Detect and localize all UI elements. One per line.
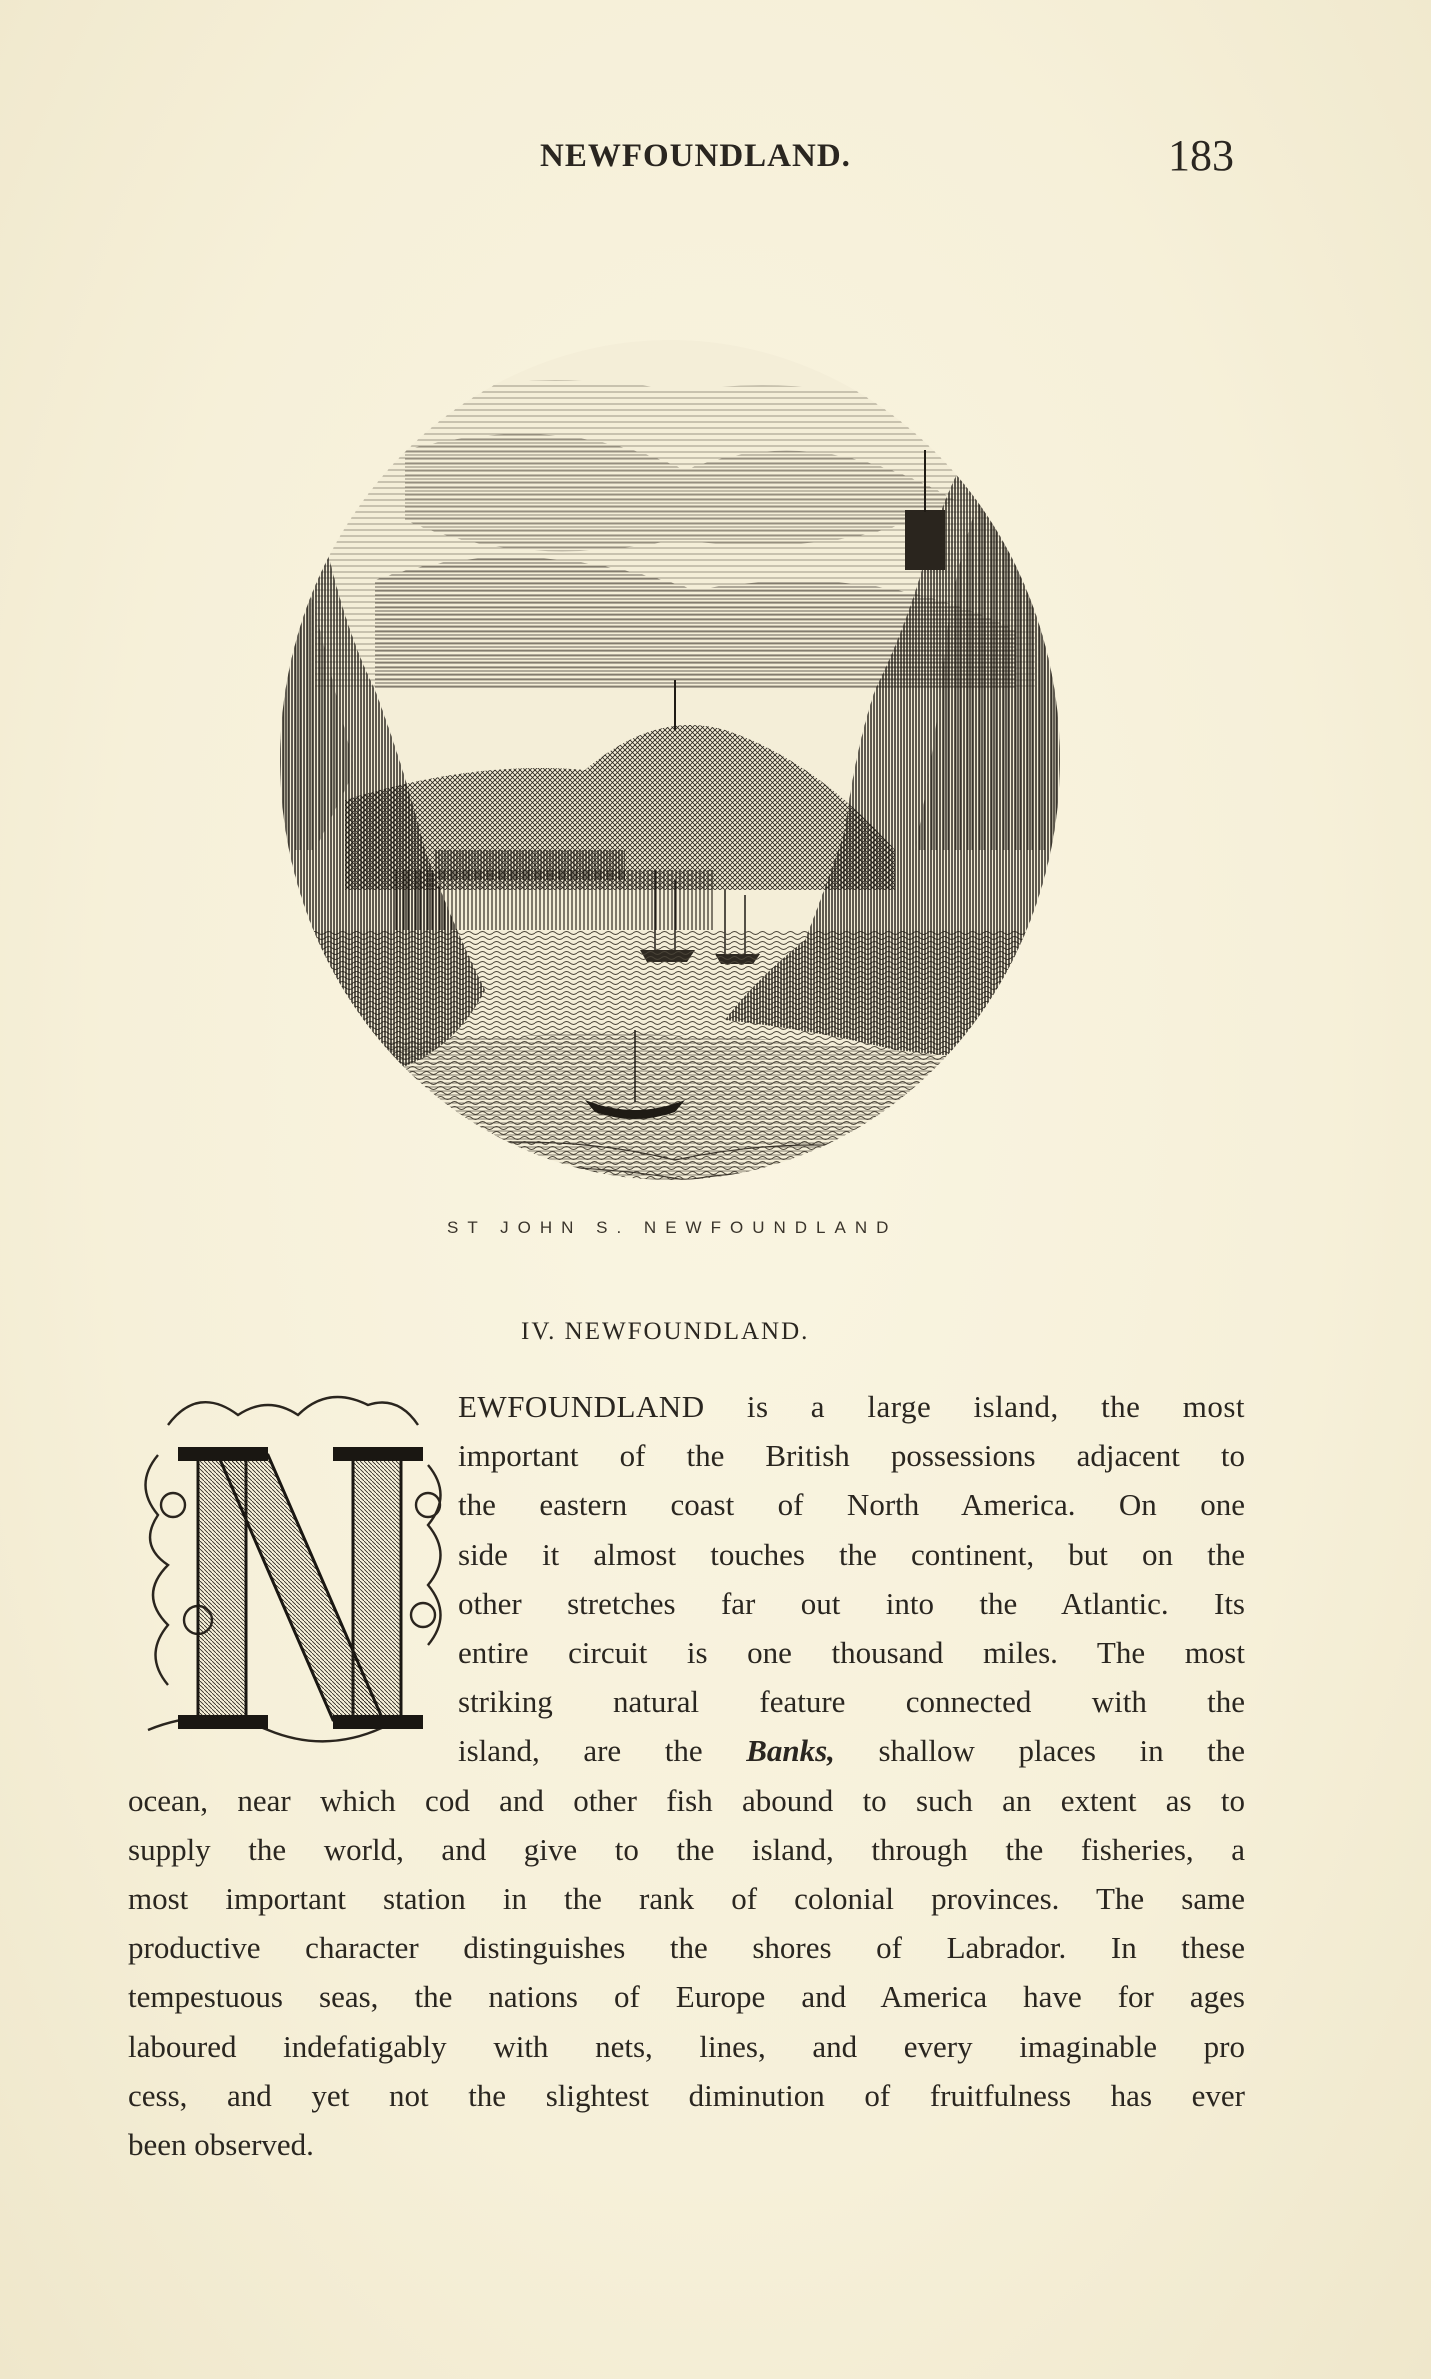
- illustration-caption: ST JOHN S. NEWFOUNDLAND: [447, 1218, 898, 1237]
- text-line: supply the world, and give to the island, through the fisheries, a: [128, 1831, 1245, 1867]
- text-line: ocean, near which cod and other fish abound to such an extent as to: [128, 1782, 1245, 1818]
- text-line: entire circuit is one thousand miles. The most: [458, 1635, 1245, 1671]
- text-line: productive character distinguishes the shores of Labrador. In these: [128, 1930, 1245, 1966]
- banks-emphasis: Banks,: [746, 1733, 835, 1769]
- text-line: island, are the Banks, shallow places in the: [458, 1733, 1246, 1769]
- text-line: striking natural feature connected with the: [458, 1684, 1245, 1720]
- text-line: laboured indefatigably with nets, lines, and every imaginable pro: [128, 2028, 1245, 2064]
- text-line: other stretches far out into the Atlantic. Its: [458, 1585, 1245, 1621]
- page-number: 183: [1168, 131, 1234, 180]
- text-line: most important station in the rank of colonial provinces. The same: [128, 1881, 1245, 1917]
- section-title: IV. NEWFOUNDLAND.: [521, 1318, 810, 1345]
- harbour-engraving: [255, 330, 1085, 1200]
- text-line: tempestuous seas, the nations of Europe and America have for ages: [128, 1979, 1245, 2015]
- text-line: been observed.: [128, 2127, 314, 2163]
- text-line: cess, and yet not the slightest diminution of fruitfulness has ever: [128, 2077, 1245, 2113]
- initial-letter-text: N: [128, 1372, 140, 1389]
- text-line: the eastern coast of North America. On one: [458, 1487, 1245, 1523]
- text-line: side it almost touches the continent, but on the: [458, 1536, 1245, 1572]
- body-paragraph: [128, 1382, 1245, 2169]
- running-head: NEWFOUNDLAND.: [540, 138, 851, 174]
- text-line: important of the British possessions adjacent to: [458, 1438, 1245, 1474]
- text-line: EWFOUNDLAND is a large island, the most: [458, 1389, 1245, 1424]
